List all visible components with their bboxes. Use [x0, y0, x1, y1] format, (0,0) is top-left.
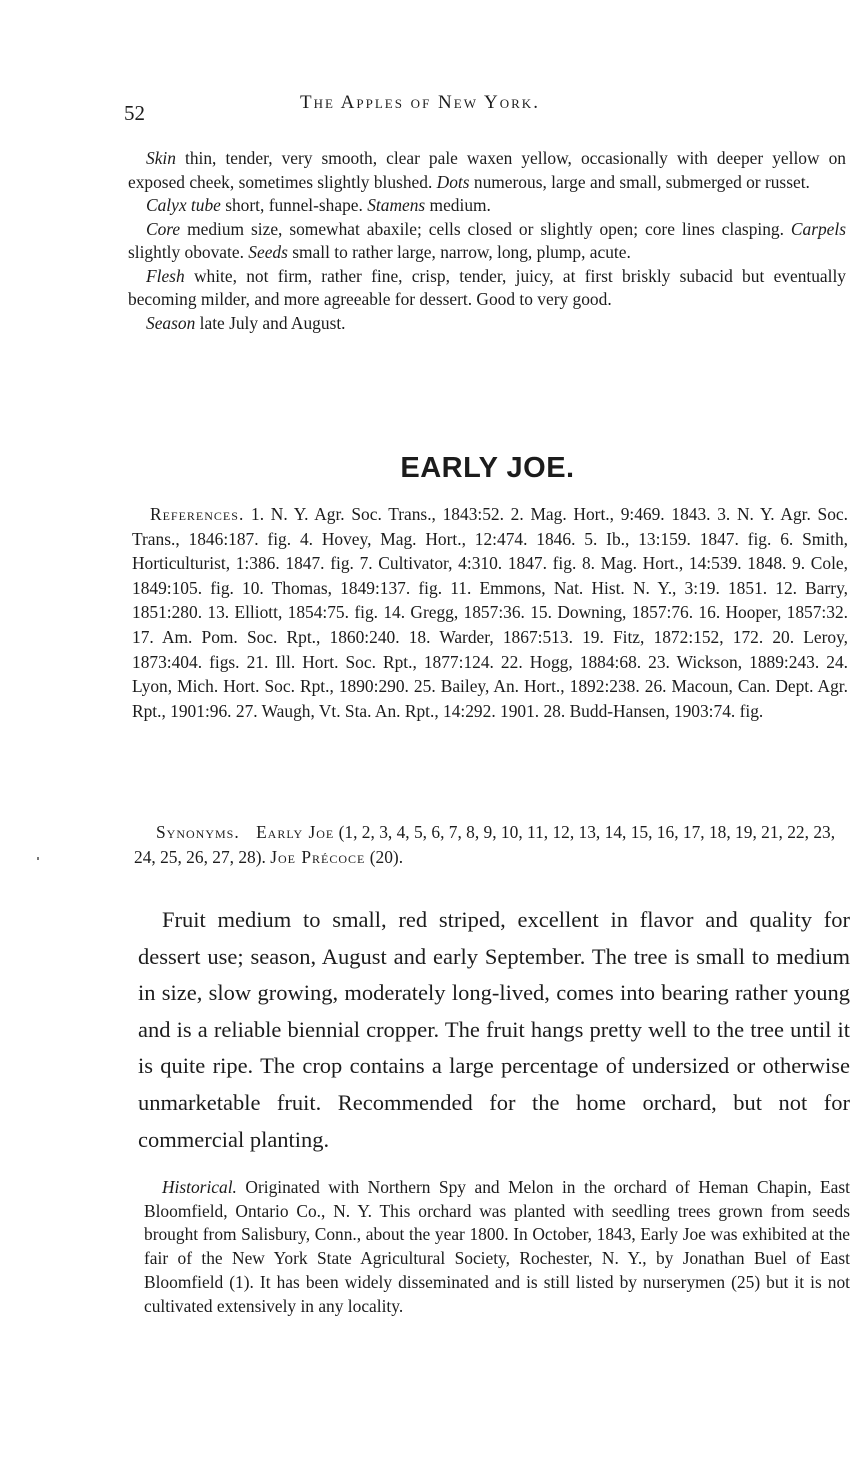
- calyx-label: Calyx tube: [146, 195, 221, 215]
- season-text: late July and August.: [199, 312, 346, 333]
- calyx-paragraph: [128, 194, 846, 218]
- core-text: medium size, somewhat abaxile; cells closed or slightly open; core lines clasping.: [187, 218, 784, 239]
- scan-speck: [37, 857, 39, 860]
- main-paragraph: Fruit medium to small, red striped, excellent in flavor and quality for dessert use; season, August and early September. The tree is small to medium in size, slow growing, moderately long-lived, comes into bearing rather young and is a reliable biennial cropper. The fruit hangs pretty well to the tree until it is quite ripe. The crop contains a large percentage of undersized or otherwise unmarketable fruit. Recommended for the home orchard, but not for commercial planting.: [138, 907, 850, 1152]
- skin-paragraph: [128, 147, 846, 194]
- skin-label: Skin: [146, 148, 176, 168]
- synonyms-block: [134, 820, 848, 869]
- historical-text: Originated with Northern Spy and Melon in the orchard of Heman Chapin, East Bloomfield, Ontario Co., N. Y. This orchard was planted with seedling trees grown from seeds brought from Salisbury, Conn., about the year 1800. In October, 1843, Early Joe was exhibited at the fair of the New York State Agricultural Society, Rochester, N. Y., by Jonathan Buel of East Bloomfield (1). It has been widely disseminated and is still listed by nurserymen (25) but it is not cultivated extensively in any locality.: [144, 1177, 850, 1316]
- references-block: [132, 502, 848, 723]
- flesh-text: white, not firm, rather fine, crisp, tender, juicy, at first briskly subacid but eventually becoming milder, and more agreeable for dessert. Good to very good.: [128, 265, 846, 309]
- flesh-paragraph: [128, 265, 846, 312]
- references-label: References.: [150, 504, 245, 524]
- seeds-label: Seeds: [248, 242, 288, 262]
- description-section: [128, 147, 846, 335]
- core-paragraph: [128, 218, 846, 265]
- stamens-text: medium.: [429, 195, 491, 215]
- dots-text: numerous, large and small, submerged or russet.: [473, 171, 810, 192]
- carpels-text: slightly obovate.: [128, 242, 244, 262]
- synonym-joe-precoce: Joe Précoce: [270, 846, 366, 867]
- synonym-early-joe-refs: (1, 2, 3, 4, 5, 6, 7, 8, 9, 10, 11, 12, 13, 14, 15, 16, 17, 18, 19, 21, 22, 23, 24, 25, 26, 27, 28).: [134, 822, 836, 867]
- season-paragraph: [128, 312, 846, 336]
- variety-title: EARLY JOE.: [400, 452, 575, 484]
- historical-label: Historical.: [162, 1177, 237, 1197]
- stamens-label: Stamens: [367, 195, 426, 215]
- seeds-text: small to rather large, narrow, long, plump, acute.: [292, 242, 631, 262]
- running-head: The Apples of New York.: [300, 92, 540, 113]
- historical-paragraph: [144, 1176, 850, 1318]
- season-label: Season: [146, 312, 196, 333]
- page-number: 52: [124, 101, 145, 125]
- synonym-early-joe: Early Joe: [256, 822, 335, 842]
- dots-label: Dots: [436, 171, 470, 192]
- core-label: Core: [146, 218, 181, 239]
- flesh-label: Flesh: [146, 265, 185, 286]
- references-text: 1. N. Y. Agr. Soc. Trans., 1843:52. 2. Mag. Hort., 9:469. 1843. 3. N. Y. Agr. Soc. Trans., 1846:187. fig. 4. Hovey, Mag. Hort., 12:474. 1846. 5. Ib., 13:159. 1847. fig. 6. Smith, Horticulturist, 1:386. 1847. fig. 7. Cultivator, 4:310. 1847. fig. 8. Mag. Hort., 14:539. 1848. 9. Cole, 1849:105. fig. 10. Thomas, 1849:137. fig. 11. Emmons, Nat. Hist. N. Y., 3:19. 1851. 12. Barry, 1851:280. 13. Elliott, 1854:75. fig. 14. Gregg, 1857:36. 15. Downing, 1857:76. 16. Hooper, 1857:32. 17. Am. Pom. Soc. Rpt., 1860:240. 18. Warder, 1867:513. 19. Fitz, 1872:152, 172. 20. Leroy, 1873:404. figs. 21. Ill. Hort. Soc. Rpt., 1877:124. 22. Hogg, 1884:68. 23. Wickson, 1889:243. 24. Lyon, Mich. Hort. Soc. Rpt., 1890:290. 25. Bailey, An. Hort., 1892:238. 26. Macoun, Can. Dept. Agr. Rpt., 1901:96. 27. Waugh, Vt. Sta. An. Rpt., 14:292. 1901. 28. Budd-Hansen, 1903:74. fig.: [132, 504, 848, 721]
- historical-section: [144, 1176, 850, 1318]
- synonym-joe-precoce-refs: (20).: [369, 846, 404, 867]
- calyx-text: short, funnel-shape.: [225, 195, 363, 215]
- main-description: [138, 902, 850, 1158]
- carpels-label: Carpels: [790, 218, 846, 239]
- skin-text: thin, tender, very smooth, clear pale waxen yellow, occasionally with deeper yellow on exposed cheek, sometimes slightly blushed.: [128, 148, 846, 192]
- synonyms-label: Synonyms.: [156, 822, 240, 842]
